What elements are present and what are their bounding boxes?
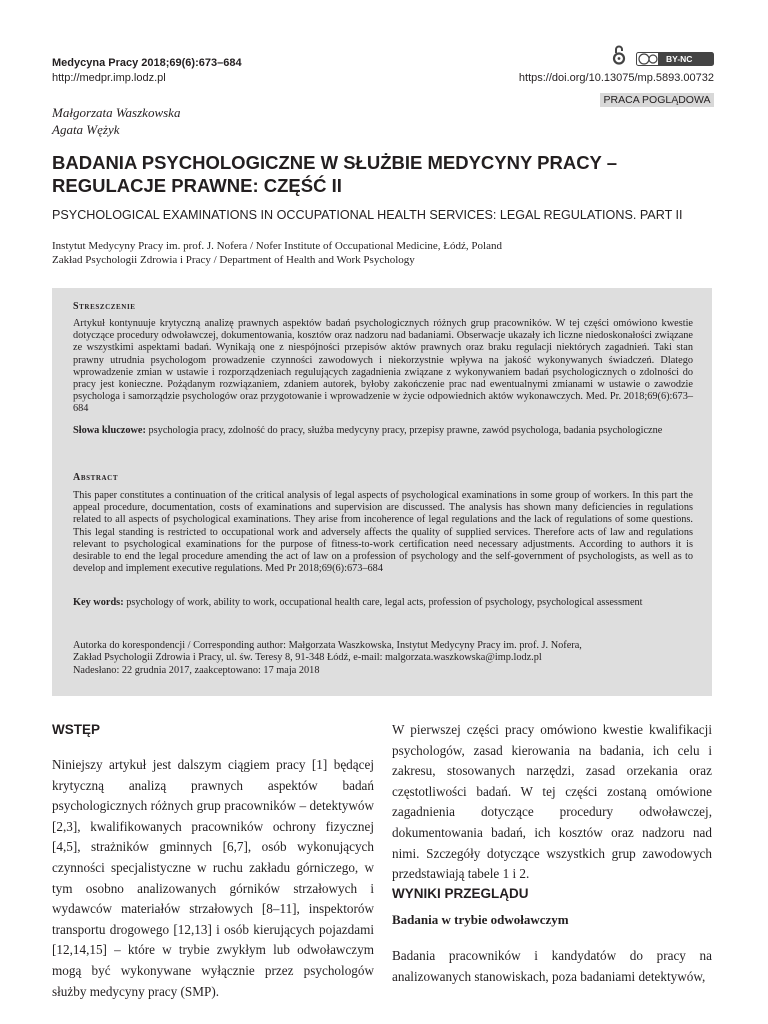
journal-citation: Medycyna Pracy 2018;69(6):673–684 — [52, 57, 242, 69]
abstract-pl-heading: Streszczenie — [73, 301, 136, 312]
intro-paragraph: Niniejszy artykuł jest dalszym ciągiem pracy [1] będącej krytyczną analizą prawnych aspektów badań psychologicznych różnych grup pracowników – detektywów [2,3], kwalifikowanych pracowników ochrony fizycznej [4,5], strażników gminnych [6,7], osób wykonujących czynności specjalistyczne w ruchu zakładu górniczego, w tym osobno analizowanych górników strzałowych i wydawców materiałów strzałowych [8–11], inspektorów transportu drogowego [12,13] i osób kierujących pojazdami [12,14,15] – które w trybie zwykłym lub odwoławczym mogą być wykonywane wyłącznie przez psychologów służby medycyny pracy (SMP). — [52, 757, 374, 999]
received-accepted-dates: Nadesłano: 22 grudnia 2017, zaakceptowano: 17 maja 2018 — [73, 665, 320, 676]
keywords-pl — [73, 425, 693, 437]
affiliation-line: Zakład Psychologii Zdrowia i Pracy / Department of Health and Work Psychology — [52, 254, 415, 266]
abstract-en-text: This paper constitutes a continuation of the critical analysis of legal aspects of psychological examinations in some group of workers. In this part the appeal procedure, documentation, costs of examinations and supervision are discussed. The analysis has shown many deficiencies in regulations related to all aspects of psychological examinations. They arise from incoherence of legal regulations and the lack of regulations of some questions. This legal standing is restricted to occupational work and adversely affects the quality of supplied services. Therefore acts of law and regulations relevant to psychological examinations for the purpose of fitness-to-work certification need necessary adjustments. According to authors it is desirable to end the legal procedure amending the act of law on a profession of psychology and the self-government of psychologists, as well as to develop and implement executive regulations. Med Pr 2018;69(6):673–684 — [73, 490, 693, 575]
results-paragraph: Badania pracowników i kandydatów do pracy na analizowanych stanowiskach, poza badaniami detektywów, — [392, 948, 712, 984]
keywords-pl-values: psychologia pracy, zdolność do pracy, służba medycyny pracy, przepisy prawne, zawód psychologa, badania psychologiczne — [148, 425, 663, 436]
correspondence-line: Autorka do korespondencji / Corresponding author: Małgorzata Waszkowska, Instytut Medycyny Pracy im. prof. J. Nofera, — [73, 640, 582, 651]
author-name: Małgorzata Waszkowska — [52, 105, 181, 120]
keywords-en — [73, 597, 693, 609]
article-subtitle: PSYCHOLOGICAL EXAMINATIONS IN OCCUPATIONAL HEALTH SERVICES: LEGAL REGULATIONS. PART II — [52, 208, 683, 222]
correspondence-line: Zakład Psychologii Zdrowia i Pracy, ul. św. Teresy 8, 91-348 Łódź, e-mail: malgorzata.waszkowska@imp.lodz.pl — [73, 652, 542, 663]
cc-license-badge[interactable] — [636, 52, 714, 66]
keywords-en-values: psychology of work, ability to work, occupational health care, legal acts, profession of psychology, psychological assessment — [126, 597, 643, 608]
doi-link[interactable]: https://doi.org/10.13075/mp.5893.00732 — [518, 72, 714, 84]
article-type-label: PRACA POGLĄDOWA — [603, 94, 711, 106]
abstract-en-heading: Abstract — [73, 472, 119, 483]
right-paragraph: W pierwszej części pracy omówiono kwestie kwalifikacji psychologów, zasad kierowania na badania, ich celu i zakresu, stosowanych narzędzi, zasad orzekania oraz częstotliwości badań. W tej części zostaną omówione zagadnienia dotyczące procedury odwoławczej, dokumentowania badań, ich kosztów oraz nadzoru nad nimi. Szczegóły dotyczące wszystkich grup zawodowych przedstawiają tabele 1 i 2. — [392, 722, 712, 882]
affiliation-line: Instytut Medycyny Pracy im. prof. J. Nofera / Nofer Institute of Occupational Medicine, Łódź, Poland — [52, 240, 502, 252]
abstract-pl-text: Artykuł kontynuuje krytyczną analizę prawnych aspektów badań psychologicznych różnych grup pracowników. W tej części omówiono kwestie dotyczące procedury odwoławczej, dokumentowania, kosztów oraz nadzoru nad badaniami. Obserwacje ukazały ich liczne niedoskonałości związane ze wszystkimi aspektami badań. Wynikają one z niespójności przepisów aktów prawnych oraz braku regulacji niektórych zagadnień. Taki stan prawny utrudnia psychologom prowadzenie czynności zawodowych i niekorzystnie wpływa na jakość wykonywanych świadczeń. Dlatego wprowadzenie zmian w ustawie i rozporządzeniach regulujących zagadnienia związane z wykonywaniem badań psychologicznych o zdolności do pracy jest konieczne. Pożądanym rozwiązaniem, zdaniem autorek, byłoby zakończenie prac nad ewentualnymi zmianami w ustawie o zawodzie psychologa i samorządzie psychologów oraz przygotowanie i wprowadzenie w życie odpowiednich aktów wykonawczych. Med. Pr. 2018;69(6):673–684 — [73, 318, 693, 415]
article-title: BADANIA PSYCHOLOGICZNE W SŁUŻBIE MEDYCYNY PRACY – REGULACJE PRAWNE: CZĘŚĆ II — [52, 152, 617, 196]
keywords-pl-label: Słowa kluczowe: — [73, 425, 146, 436]
license-label: BY-NC — [666, 54, 693, 64]
section-heading-results: WYNIKI PRZEGLĄDU — [392, 886, 529, 901]
section-heading-intro: WSTĘP — [52, 722, 101, 737]
author-name: Agata Wężyk — [52, 122, 120, 137]
journal-url[interactable]: http://medpr.imp.lodz.pl — [52, 72, 166, 84]
subsection-heading: Badania w trybie odwoławczym — [392, 912, 569, 927]
keywords-en-label: Key words: — [73, 597, 124, 608]
open-access-icon — [612, 44, 626, 66]
